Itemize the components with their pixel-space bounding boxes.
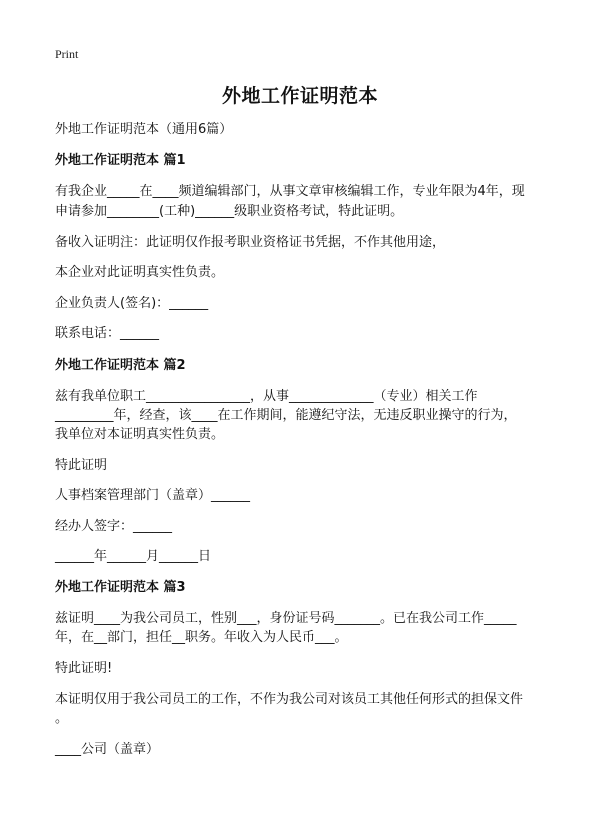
section-2-line: 兹有我单位职工________________，从事_____________（专业）相关工作	[55, 389, 478, 404]
section-3-line: 年，在__部门，担任__职务。年收入为人民币___。	[55, 630, 348, 645]
section-1-heading: 外地工作证明范本 篇1	[55, 153, 186, 168]
section-3-line: 。	[55, 711, 69, 726]
document-subtitle: 外地工作证明范本（通用6篇）	[55, 122, 233, 137]
section-3-line: 特此证明!	[55, 661, 113, 676]
section-2-line: 我单位对本证明真实性负责。	[55, 427, 225, 442]
section-3-line: 本证明仅用于我公司员工的工作，不作为我公司对该员工其他任何形式的担保文件	[55, 692, 524, 707]
section-3-line: 兹证明____为我公司员工，性别___，身份证号码_______。已在我公司工作_____	[55, 611, 517, 626]
section-3-line: ____公司（盖章）	[55, 742, 160, 757]
page-title: 外地工作证明范本	[221, 85, 378, 107]
section-1-line: 企业负责人(签名)：______	[55, 296, 209, 311]
section-1-line: 联系电话：______	[55, 326, 160, 341]
section-2-line: 特此证明	[55, 458, 108, 473]
print-link[interactable]: Print	[55, 47, 79, 61]
section-2-line: 人事档案管理部门（盖章）______	[55, 488, 251, 503]
section-1-line: 申请参加________(工种)______级职业资格考试，特此证明。	[55, 204, 404, 219]
section-2-line: _________年，经查，该____在工作期间，能遵纪守法，无违反职业操守的行为，	[55, 408, 517, 423]
section-2-line: 经办人签字：______	[55, 519, 173, 534]
section-3-heading: 外地工作证明范本 篇3	[55, 580, 186, 595]
section-1-line: 有我企业_____在____频道编辑部门，从事文章审核编辑工作，专业年限为4年，现	[55, 184, 525, 199]
section-2-heading: 外地工作证明范本 篇2	[55, 358, 186, 373]
section-1-line: 备收入证明注：此证明仅作报考职业资格证书凭据，不作其他用途，	[55, 235, 446, 250]
section-2-line: ______年______月______日	[55, 549, 212, 564]
section-1-line: 本企业对此证明真实性负责。	[55, 265, 225, 280]
